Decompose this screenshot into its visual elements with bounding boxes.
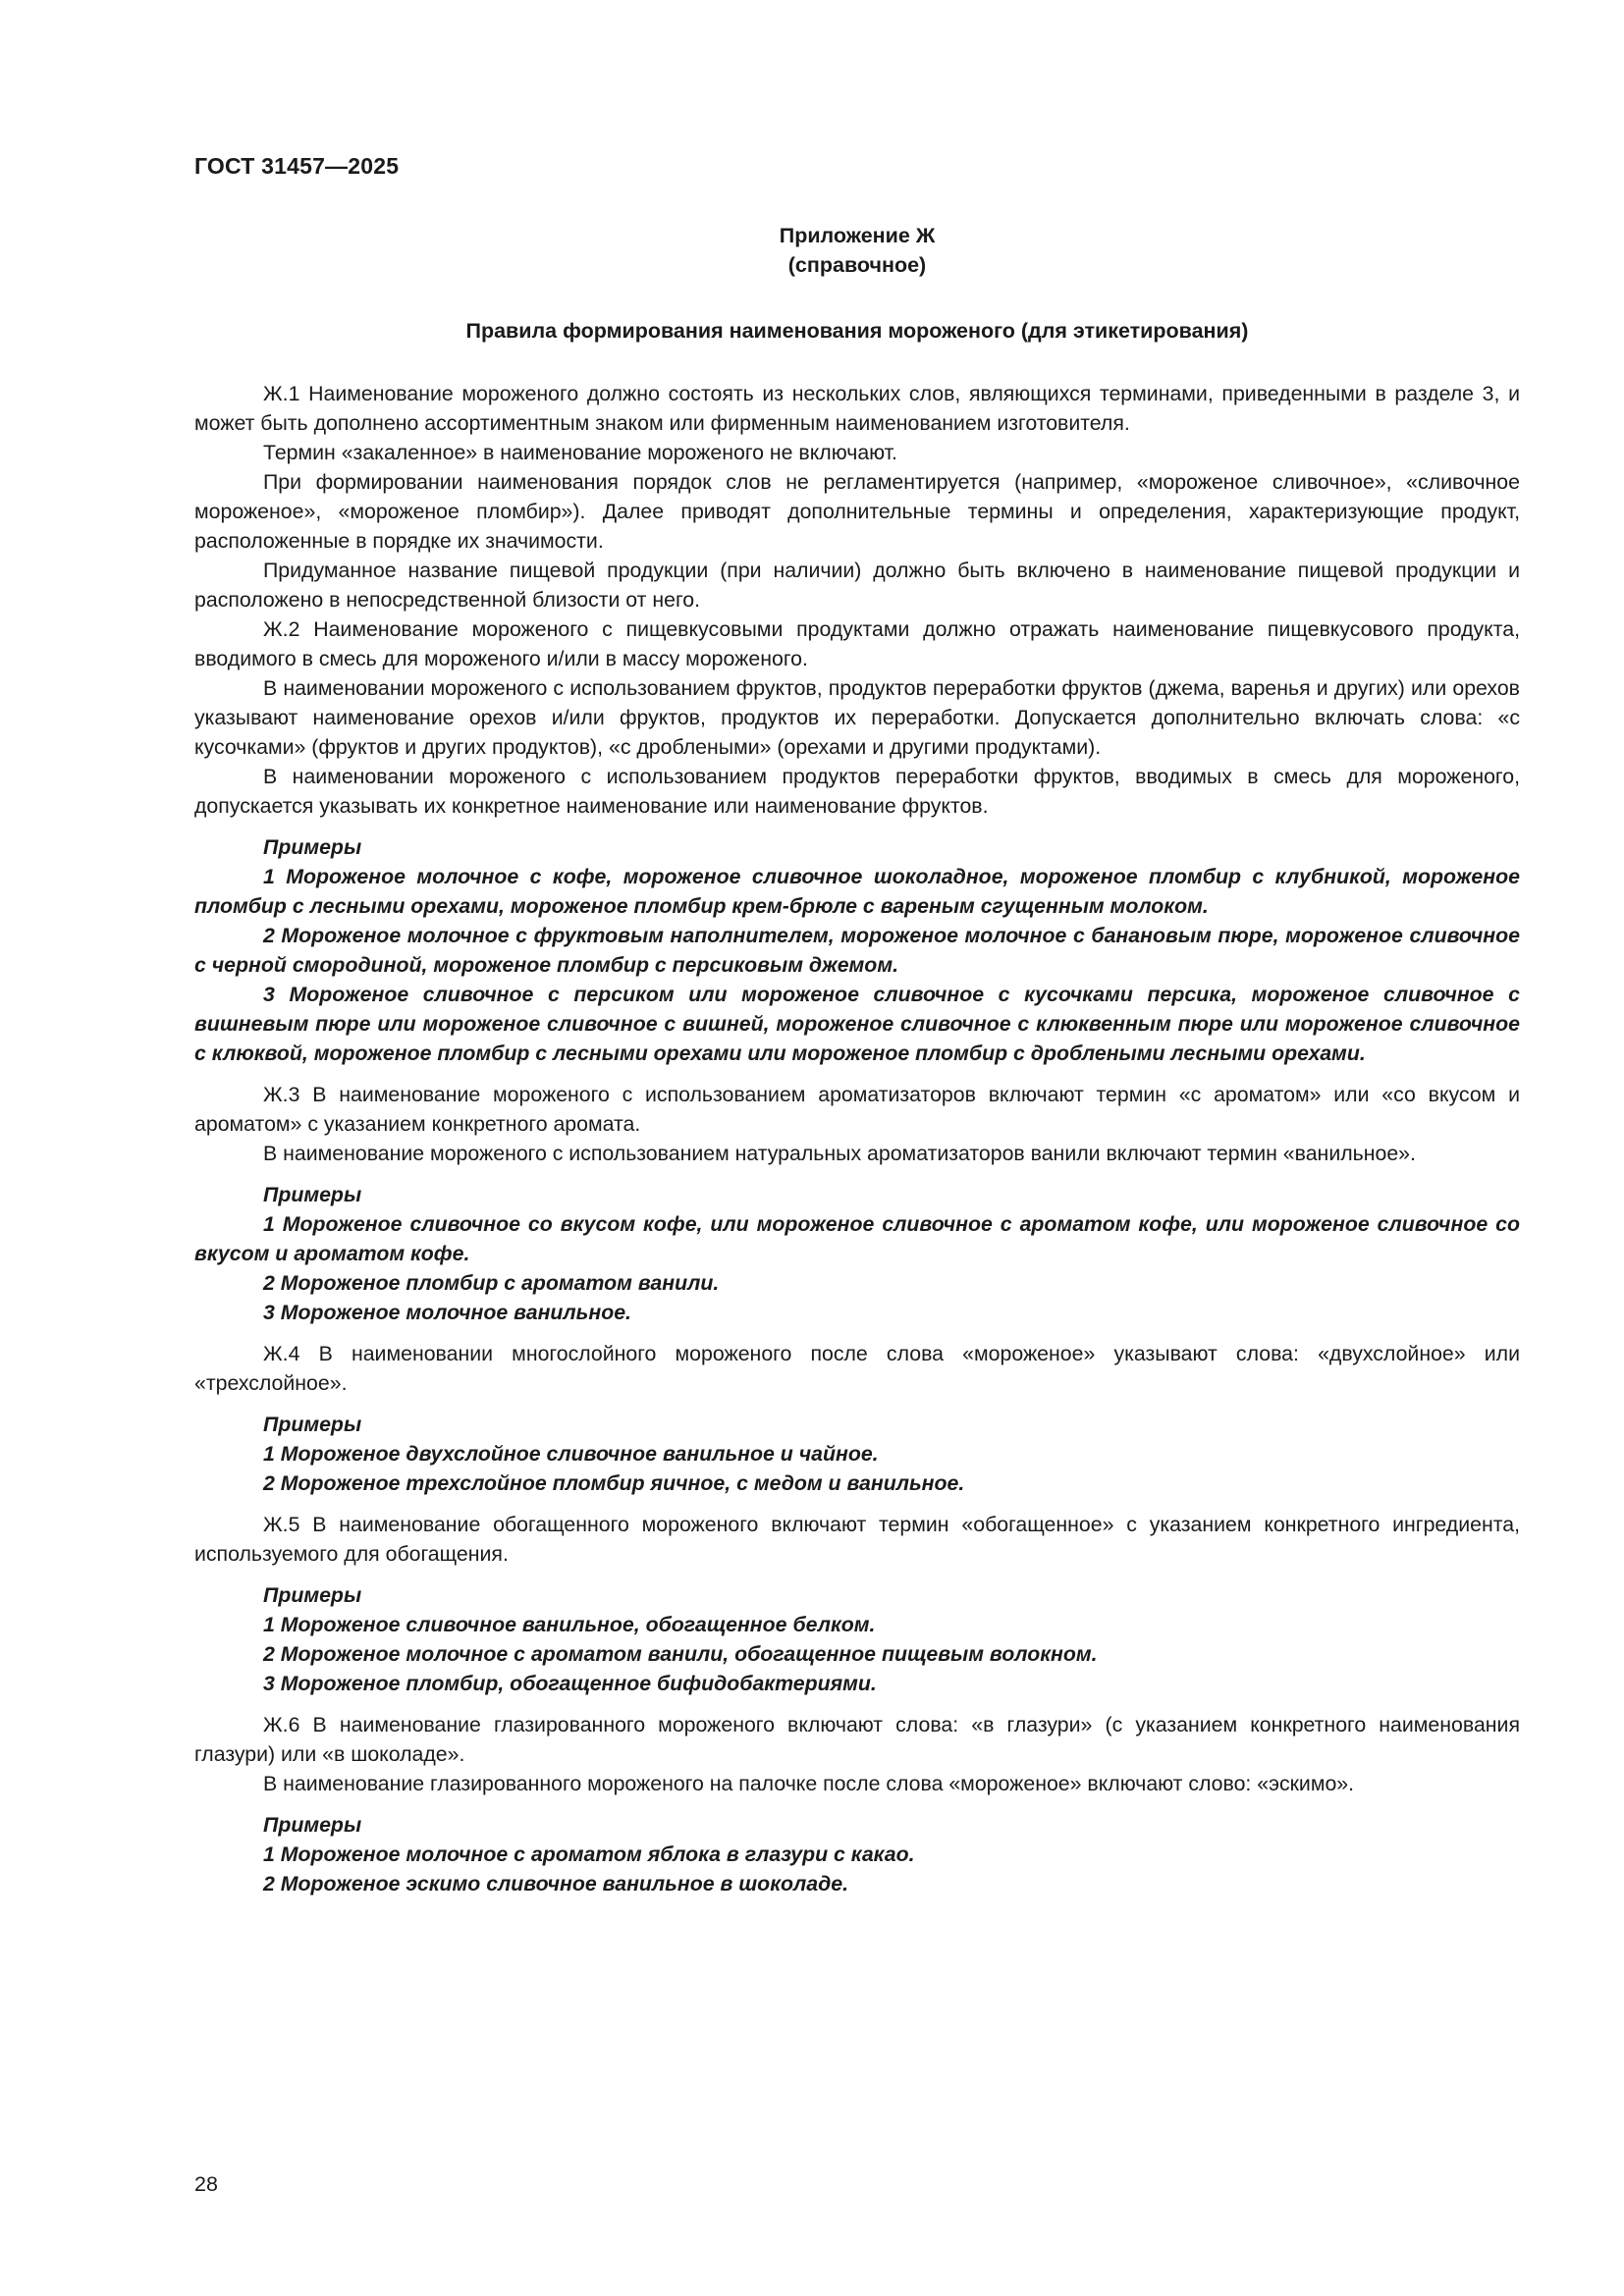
section-zh2-example-1: 1 Мороженое молочное с кофе, мороженое сливочное шоколадное, мороженое пломбир с клубникой, мороженое пломбир с лесными орехами, мороженое пломбир крем-брюле с вареным сгущенным молоком. <box>194 865 1520 918</box>
section-zh2-paragraph-3: В наименовании мороженого с использованием продуктов переработки фруктов, вводимых в смесь для мороженого, допускается указывать их конкретное наименование или наименование фруктов. <box>194 765 1520 818</box>
section-zh2-example-3: 3 Мороженое сливочное с персиком или мороженое сливочное с кусочками персика, мороженое сливочное с вишневым пюре или мороженое сливочное с вишней, мороженое сливочное с клюквенным пюре или мороженое сливочное с клюквой, мороженое пломбир с лесными орехами или мороженое пломбир с дроблеными лесными орехами. <box>194 983 1520 1065</box>
page-number: 28 <box>194 2172 218 2196</box>
section-zh3-paragraph-1: Ж.3 В наименование мороженого с использованием ароматизаторов включают термин «с ароматом» или «со вкусом и ароматом» с указанием конкретного аромата. <box>194 1083 1520 1136</box>
section-zh4-examples-label: Примеры <box>263 1413 362 1436</box>
section-zh5-example-2: 2 Мороженое молочное с ароматом ванили, обогащенное пищевым волокном. <box>263 1642 1098 1666</box>
appendix-type: (справочное) <box>787 253 927 277</box>
section-zh1-paragraph-3: При формировании наименования порядок слов не регламентируется (например, «мороженое сливочное», «сливочное мороженое», «мороженое пломбир»). Далее приводят дополнительные термины и определения, характеризующие продукт, расположенные в порядке их значимости. <box>194 470 1520 553</box>
section-zh2-paragraph-1: Ж.2 Наименование мороженого с пищевкусовыми продуктами должно отражать наименование пищевкусового продукта, вводимого в смесь для мороженого и/или в массу мороженого. <box>194 617 1520 670</box>
section-zh3-paragraph-2: В наименование мороженого с использованием натуральных ароматизаторов ванили включают термин «ванильное». <box>263 1142 1416 1165</box>
document-code-header: ГОСТ 31457—2025 <box>194 153 400 179</box>
appendix-body <box>194 379 1520 1898</box>
section-zh3-example-2: 2 Мороженое пломбир с ароматом ванили. <box>263 1271 720 1295</box>
section-zh1-paragraph-1: Ж.1 Наименование мороженого должно состоять из нескольких слов, являющихся терминами, приведенными в разделе 3, и может быть дополнено ассортиментным знаком или фирменным наименованием изготовителя. <box>194 382 1520 435</box>
section-zh2-example-2: 2 Мороженое молочное с фруктовым наполнителем, мороженое молочное с банановым пюре, мороженое сливочное с черной смородиной, мороженое пломбир с персиковым джемом. <box>194 924 1520 977</box>
section-zh3-examples-label: Примеры <box>263 1183 362 1206</box>
section-zh2-paragraph-2: В наименовании мороженого с использованием фруктов, продуктов переработки фруктов (джема, варенья и других) или орехов указывают наименование орехов и/или фруктов, продуктов их переработки. Допускается дополнительно включать слова: «с кусочками» (фруктов и других продуктов), «с дроблеными» (орехами и другими продуктами). <box>194 676 1520 759</box>
section-zh5-example-3: 3 Мороженое пломбир, обогащенное бифидобактериями. <box>263 1672 877 1695</box>
section-zh1-paragraph-4: Придуманное название пищевой продукции (при наличии) должно быть включено в наименование пищевой продукции и расположено в непосредственной близости от него. <box>194 559 1520 612</box>
section-zh2-examples-label: Примеры <box>263 835 362 859</box>
section-zh3-example-1: 1 Мороженое сливочное со вкусом кофе, или мороженое сливочное с ароматом кофе, или мороженое сливочное со вкусом и ароматом кофе. <box>194 1212 1520 1265</box>
section-zh5-examples-label: Примеры <box>263 1583 362 1607</box>
section-zh1-paragraph-2: Термин «закаленное» в наименование мороженого не включают. <box>263 441 897 464</box>
section-zh4-example-2: 2 Мороженое трехслойное пломбир яичное, с медом и ванильное. <box>263 1471 965 1495</box>
appendix-heading: Правила формирования наименования мороженого (для этикетирования) <box>465 319 1249 343</box>
appendix-title: Приложение Ж <box>779 224 936 247</box>
section-zh4-example-1: 1 Мороженое двухслойное сливочное ванильное и чайное. <box>263 1442 879 1466</box>
section-zh6-examples-label: Примеры <box>263 1813 362 1837</box>
section-zh5-paragraph-1: Ж.5 В наименование обогащенного мороженого включают термин «обогащенное» с указанием конкретного ингредиента, используемого для обогащения. <box>194 1513 1520 1566</box>
section-zh4-paragraph-1: Ж.4 В наименовании многослойного мороженого после слова «мороженое» указывают слова: «двухслойное» или «трехслойное». <box>194 1342 1520 1395</box>
section-zh6-paragraph-2: В наименование глазированного мороженого на палочке после слова «мороженое» включают слово: «эскимо». <box>263 1772 1355 1795</box>
section-zh6-example-2: 2 Мороженое эскимо сливочное ванильное в шоколаде. <box>263 1872 849 1896</box>
section-zh3-example-3: 3 Мороженое молочное ванильное. <box>263 1301 631 1324</box>
section-zh6-paragraph-1: Ж.6 В наименование глазированного мороженого включают слова: «в глазури» (с указанием конкретного наименования глазури) или «в шоколаде». <box>194 1713 1520 1766</box>
section-zh6-example-1: 1 Мороженое молочное с ароматом яблока в глазури с какао. <box>263 1842 915 1866</box>
section-zh5-example-1: 1 Мороженое сливочное ванильное, обогащенное белком. <box>263 1613 876 1636</box>
